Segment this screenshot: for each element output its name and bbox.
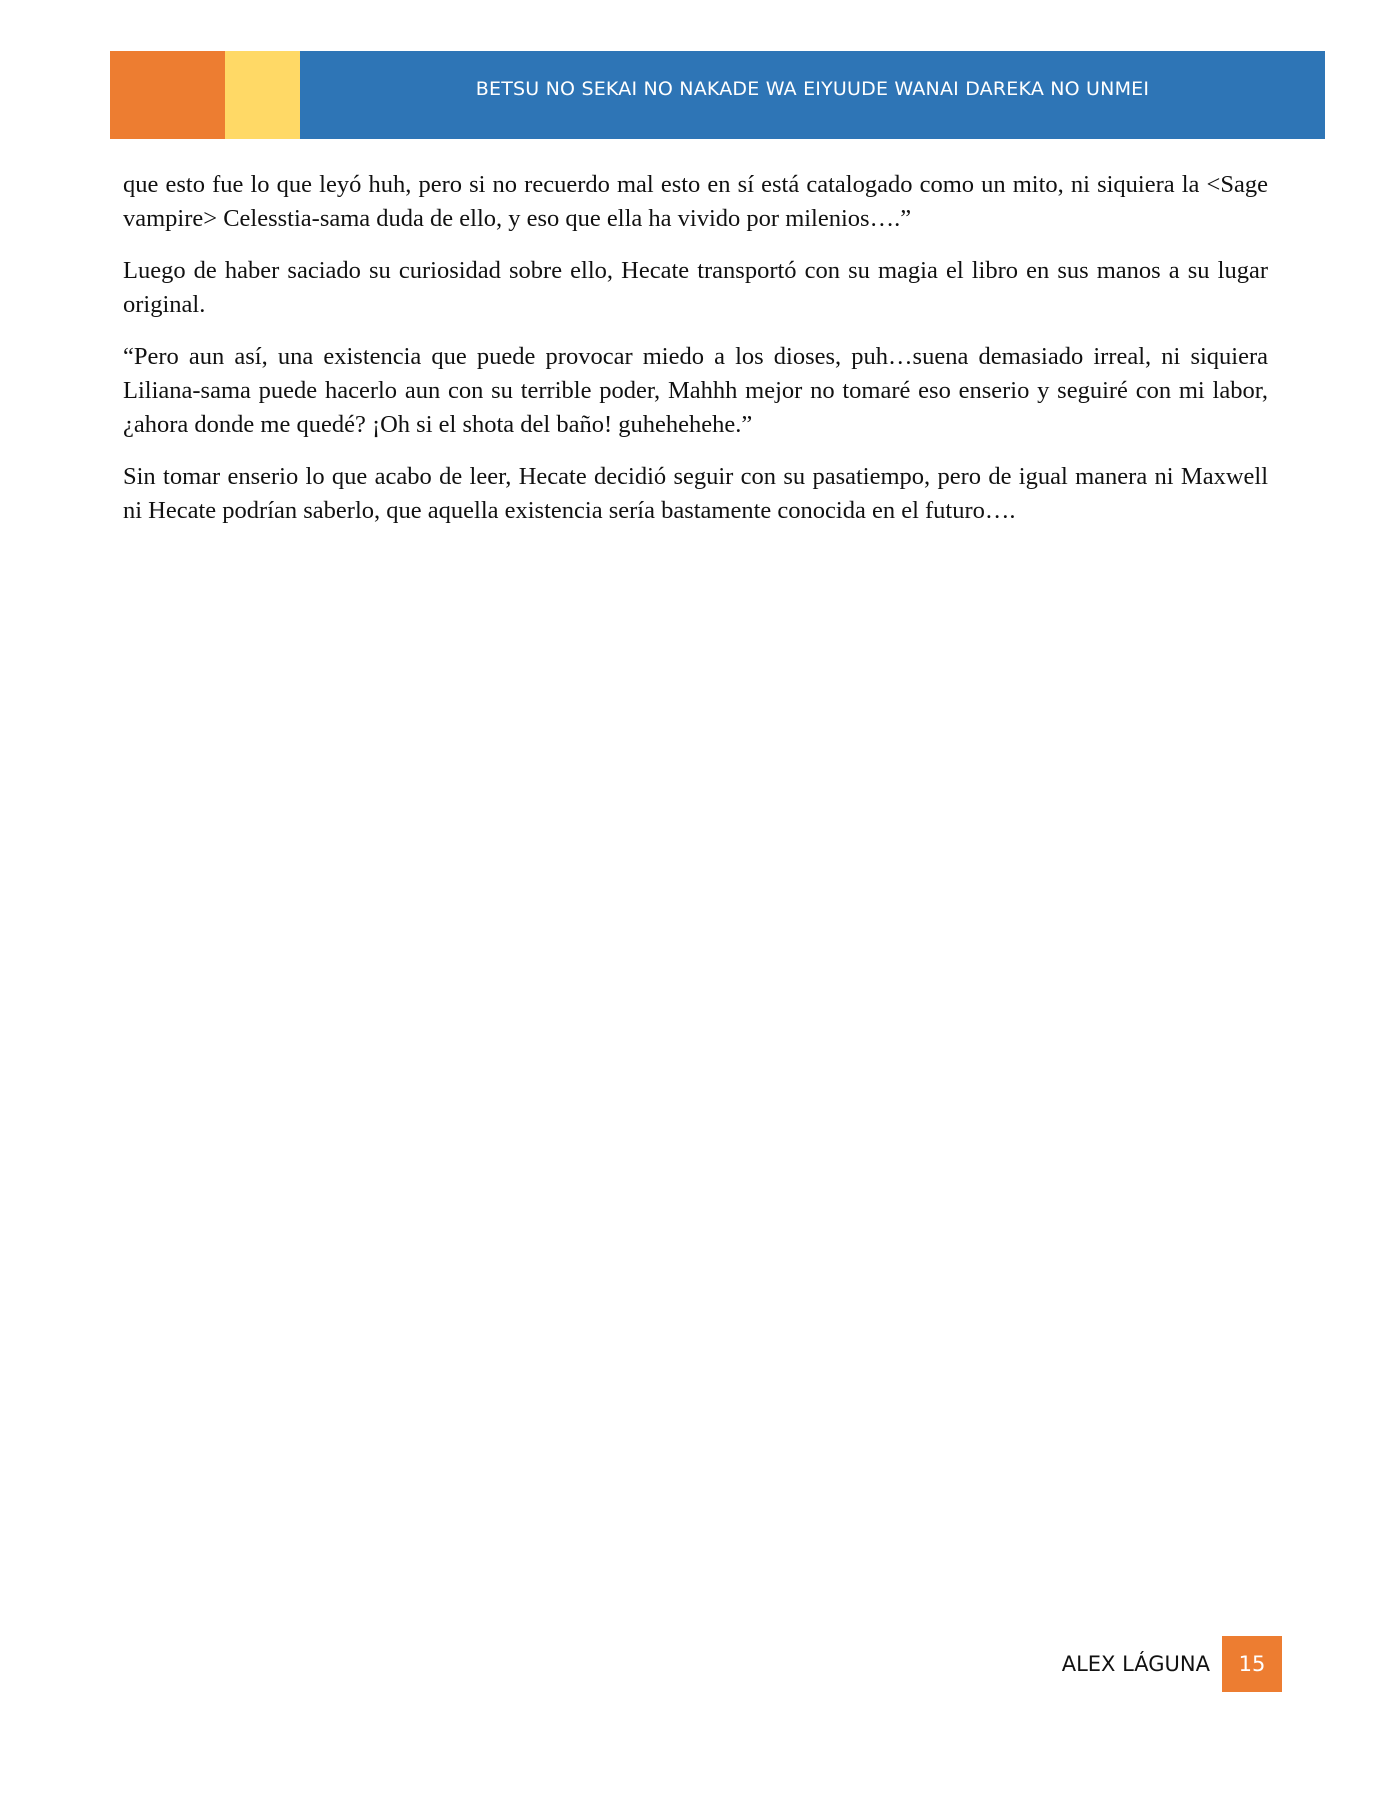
page-footer: [1062, 1636, 1282, 1692]
header-yellow-block: [225, 51, 300, 139]
paragraph-2: Luego de haber saciado su curiosidad sobre ello, Hecate transportó con su magia el libro en sus manos a su lugar original.: [123, 257, 1268, 318]
paragraph-3: “Pero aun así, una existencia que puede provocar miedo a los dioses, puh…suena demasiado irreal, ni siquiera Liliana-sama puede hacerlo aun con su terrible poder, Mahhh mejor no tomaré eso enserio y seguiré con mi labor, ¿ahora donde me quedé? ¡Oh si el shota del baño! guhehehehe.”: [123, 343, 1268, 438]
header-orange-block: [110, 51, 225, 139]
header-title: BETSU NO SEKAI NO NAKADE WA EIYUUDE WANAI DAREKA NO UNMEI: [475, 78, 1150, 100]
document-body: [123, 168, 1268, 546]
paragraph-1: que esto fue lo que leyó huh, pero si no recuerdo mal esto en sí está catalogado como un mito, ni siquiera la <Sage vampire> Celesstia-sama duda de ello, y eso que ella ha vivido por milenios….”: [123, 171, 1268, 232]
page-number-badge: 15: [1222, 1636, 1282, 1692]
page-header: [110, 51, 1325, 139]
header-title-bar: [300, 51, 1325, 139]
paragraph-4: Sin tomar enserio lo que acabo de leer, Hecate decidió seguir con su pasatiempo, pero de igual manera ni Maxwell ni Hecate podrían saberlo, que aquella existencia sería bastamente conocida en el futuro….: [123, 463, 1268, 524]
author-name: ALEX LÁGUNA: [1061, 1652, 1210, 1676]
